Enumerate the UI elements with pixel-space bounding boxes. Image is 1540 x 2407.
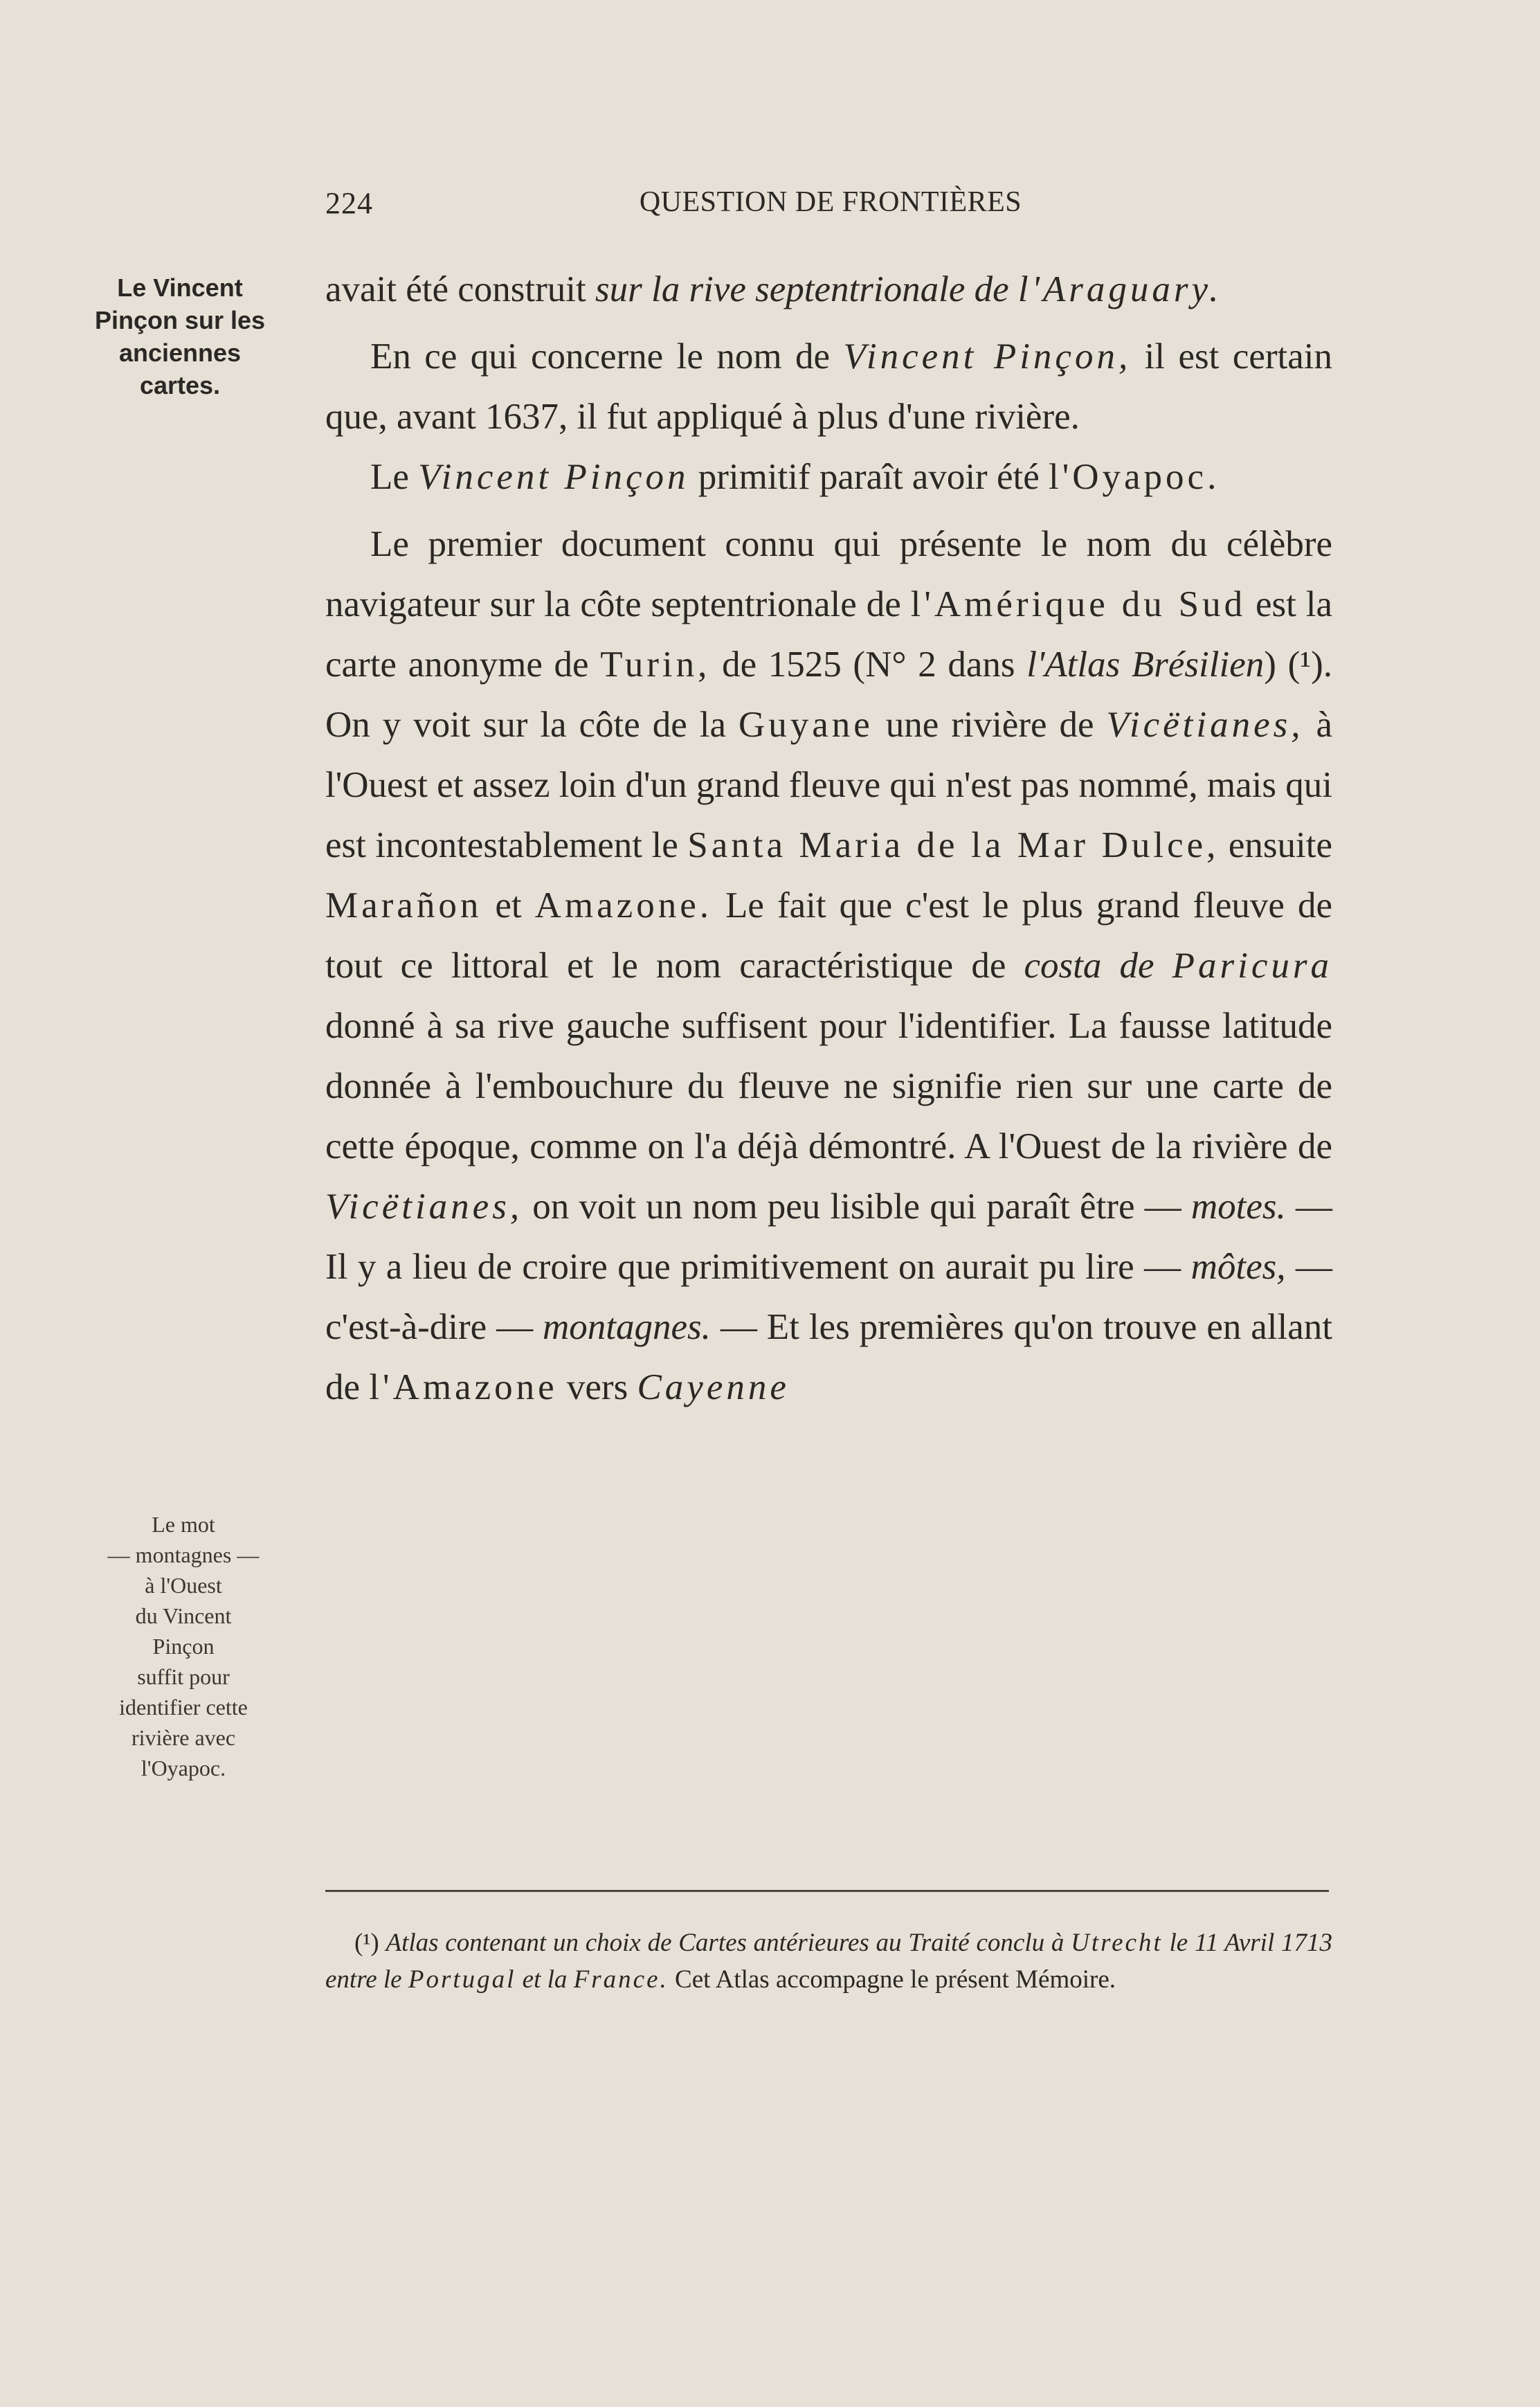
page-number: 224 (325, 186, 373, 220)
place-name: Guyane (738, 705, 873, 745)
margin-note-line: à l'Ouest (145, 1573, 222, 1598)
paragraph-4 (325, 514, 1332, 1418)
text-run-italic: costa de (1024, 946, 1172, 986)
margin-note-line: cartes. (139, 371, 221, 399)
text-run: à l'Ouest et assez loin d'un grand fleuve qui n'est pas nommé, mais qui est incontestablement le (325, 705, 1332, 865)
text-run: — Et les premières qu'on trouve en allant de (325, 1307, 1332, 1407)
margin-note-line: anciennes (118, 339, 242, 367)
place-name-italic: Utrecht (1071, 1929, 1163, 1957)
footnote-marker: (¹) (354, 1929, 386, 1957)
text-run: une rivière de (873, 705, 1107, 745)
text-run-italic: sur la rive septentrionale de (595, 269, 1009, 309)
margin-note-line: suffit pour (137, 1664, 230, 1689)
margin-note-vincent-pincon (80, 271, 280, 402)
place-name-italic: Vicëtianes, (1106, 705, 1304, 745)
text-run: donné à sa rive gauche suffisent pour l'identifier. La fausse latitude donnée à l'embouchure du fleuve ne signifie rien sur une carte de cette époque, comme on l'a déjà démontré. A l'Ouest de la rivière de (325, 1006, 1332, 1166)
name-vincent-pincon: Vincent Pinçon (418, 457, 689, 497)
paragraph-2 (325, 327, 1332, 447)
text-run: Le (370, 457, 419, 497)
margin-note-line: l'Oyapoc. (141, 1756, 226, 1781)
place-name: Santa Maria de la Mar Dulce, (687, 825, 1220, 865)
footnote-divider (325, 1890, 1329, 1892)
text-run: de 1525 (N° 2 dans (710, 644, 1027, 685)
margin-note-line: Pinçon (152, 1634, 215, 1659)
margin-note-montagnes (83, 1509, 284, 1783)
place-name-italic: Paricura (1172, 946, 1332, 986)
place-name: Amazone. (534, 885, 712, 926)
footnote-text (325, 1924, 1332, 1998)
running-title: QUESTION DE FRONTIÈRES (639, 186, 1022, 218)
text-run: — Il y a lieu de croire que primitivement on aurait pu lire — (325, 1187, 1333, 1287)
text-run-italic: motes. (1190, 1187, 1286, 1227)
margin-note-line: Le Vincent (117, 273, 243, 302)
place-name-araguary: l'Araguary. (1017, 269, 1222, 309)
text-run: En ce qui concerne le nom de (370, 336, 844, 377)
text-run: Cet Atlas accompagne le présent Mémoire. (668, 1965, 1116, 1994)
margin-note-line: Pinçon sur les (94, 306, 266, 334)
body-text (325, 260, 1332, 1418)
text-run: ) (¹). On y voit sur la côte de la (325, 644, 1333, 745)
text-run: Le fait que c'est le plus grand fleuve de tout ce littoral et le nom caractéristique de (325, 885, 1333, 986)
text-run-italic: Atlas contenant un choix de Cartes antérieures au Traité conclu à (386, 1929, 1071, 1957)
text-run: — c'est-à-dire — (325, 1247, 1332, 1347)
place-name-italic: Cayenne (637, 1367, 790, 1407)
atlas-title: l'Atlas Brésilien (1026, 644, 1265, 685)
paragraph-1 (325, 260, 1332, 320)
text-run: ensuite (1219, 825, 1332, 865)
place-name-italic: France. (573, 1965, 669, 1994)
place-name: l'Amérique du Sud (910, 584, 1247, 624)
place-name-oyapoc: l'Oyapoc. (1048, 457, 1220, 497)
place-name: Marañon (325, 885, 482, 926)
text-run-italic: et la (516, 1965, 574, 1994)
text-run-italic: môtes, (1190, 1247, 1286, 1287)
text-run: est la carte anonyme de (325, 584, 1333, 685)
text-run: avait été construit (325, 269, 595, 309)
text-run: on voit un nom peu lisible qui paraît être — (523, 1187, 1191, 1227)
place-name-italic: Vicëtianes, (325, 1187, 523, 1227)
margin-note-line: rivière avec (131, 1725, 236, 1750)
place-name-italic: Portugal (408, 1965, 516, 1994)
margin-note-line: Le mot (152, 1512, 215, 1537)
margin-note-line: identifier cette (119, 1695, 248, 1720)
running-head (325, 186, 1336, 227)
paragraph-3 (325, 447, 1332, 507)
footnote (325, 1924, 1332, 1998)
place-name: Turin, (600, 644, 711, 685)
name-vincent-pincon: Vincent Pinçon, (843, 336, 1132, 377)
text-run: il est certain que, avant 1637, il fut appliqué à plus d'une rivière. (325, 336, 1333, 437)
text-run: vers (557, 1367, 637, 1407)
margin-note-line: — montagnes — (107, 1542, 260, 1567)
place-name: l'Amazone (369, 1367, 558, 1407)
text-run-italic: montagnes. (543, 1307, 711, 1347)
text-run: et (482, 885, 535, 926)
text-run: primitif paraît avoir été (689, 457, 1049, 497)
text-run-italic: le 11 Avril 1713 entre le (325, 1929, 1332, 1994)
text-run: Le premier document connu qui présente le nom du célèbre navigateur sur la côte septentrionale de (325, 524, 1332, 624)
margin-note-line: du Vincent (135, 1603, 232, 1628)
